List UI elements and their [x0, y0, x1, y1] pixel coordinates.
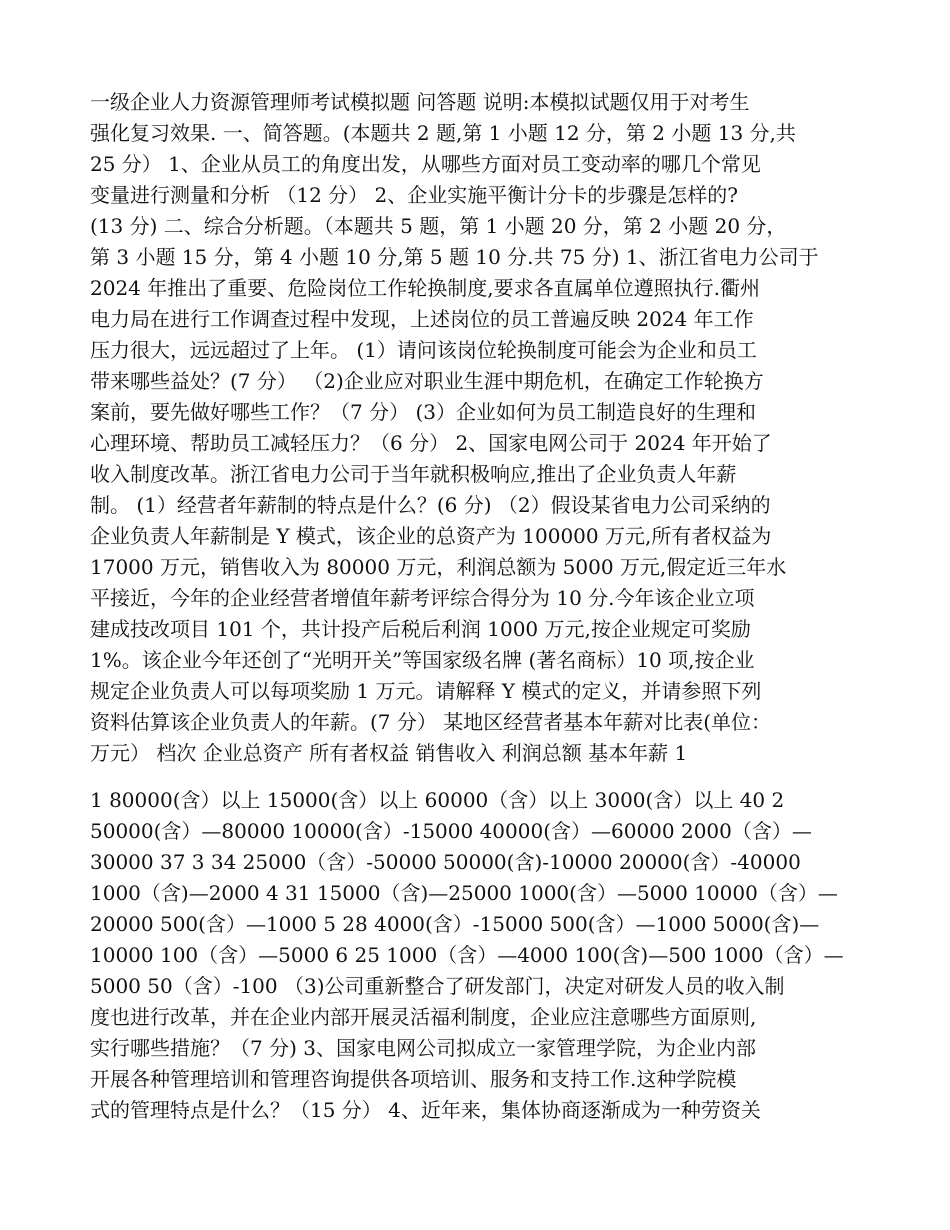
text-line: 10000 100（含）—5000 6 25 1000（含）—4000 100(含)—500 1000（含）—: [90, 943, 844, 967]
text-line: 式的管理特点是什么？（15 分） 4、近年来，集体协商逐渐成为一种劳资关: [90, 1098, 761, 1122]
text-line: 收入制度改革。浙江省电力公司于当年就积极响应,推出了企业负责人年薪: [90, 462, 737, 486]
text-line: 案前，要先做好哪些工作？（7 分） (3）企业如何为员工制造良好的生理和: [90, 400, 756, 424]
text-line: 企业负责人年薪制是 Y 模式，该企业的总资产为 100000 万元,所有者权益为: [90, 524, 772, 548]
text-line: 20000 500(含）—1000 5 28 4000(含）-15000 500(含）—1000 5000(含)—: [90, 912, 820, 936]
text-line: 建成技改项目 101 个，共计投产后税后利润 1000 万元,按企业规定可奖励: [90, 617, 751, 641]
text-line: 强化复习效果. 一、简答题。(本题共 2 题,第 1 小题 12 分，第 2 小题 13 分,共: [90, 121, 796, 145]
text-line: 实行哪些措施？（7 分) 3、国家电网公司拟成立一家管理学院，为企业内部: [90, 1036, 756, 1060]
text-line: 25 分） 1、企业从员工的角度出发，从哪些方面对员工变动率的哪几个常见: [90, 152, 761, 176]
text-line: 1 80000(含）以上 15000(含）以上 60000（含）以上 3000(含）以上 40 2: [90, 788, 785, 812]
text-line: 电力局在进行工作调查过程中发现，上述岗位的员工普遍反映 2024 年工作: [90, 307, 754, 331]
text-line: 一级企业人力资源管理师考试模拟题 问答题 说明:本模拟试题仅用于对考生: [90, 90, 750, 114]
text-line: 1000（含)—2000 4 31 15000（含)—25000 1000(含）—5000 10000（含）—: [90, 881, 838, 905]
text-line: 17000 万元，销售收入为 80000 万元，利润总额为 5000 万元,假定近三年水: [90, 555, 787, 579]
text-line: 心理环境、帮助员工减轻压力？（6 分） 2、国家电网公司于 2024 年开始了: [90, 431, 772, 455]
text-line: 压力很大，远远超过了上年。 (1）请问该岗位轮换制度可能会为企业和员工: [90, 338, 757, 362]
text-line: 50000(含）—80000 10000(含）-15000 40000(含）—60000 2000（含）—: [90, 819, 812, 843]
text-line: 制。 (1）经营者年薪制的特点是什么？(6 分) （2）假设某省电力公司采纳的: [90, 493, 771, 517]
text-line: 万元） 档次 企业总资产 所有者权益 销售收入 利润总额 基本年薪 1: [90, 741, 688, 765]
text-line: 规定企业负责人可以每项奖励 1 万元。请解释 Y 模式的定义，并请参照下列: [90, 679, 762, 703]
text-line: (13 分) 二、综合分析题。（本题共 5 题，第 1 小题 20 分，第 2 小题 20 分，: [90, 214, 787, 238]
text-line: 度也进行改革，并在企业内部开展灵活福利制度，企业应注意哪些方面原则,: [90, 1005, 757, 1029]
text-line: 1%。该企业今年还创了“光明开关”等国家级名牌 (著名商标）10 项,按企业: [90, 648, 755, 672]
text-line: 2024 年推出了重要、危险岗位工作轮换制度,要求各直属单位遵照执行.衢州: [90, 276, 760, 300]
text-line: 第 3 小题 15 分，第 4 小题 10 分,第 5 题 10 分.共 75 分) 1、浙江省电力公司于: [90, 245, 819, 269]
text-line: 变量进行测量和分析 （12 分） 2、企业实施平衡计分卡的步骤是怎样的?: [90, 183, 738, 207]
text-line: 5000 50（含）-100 （3)公司重新整合了研发部门，决定对研发人员的收入制: [90, 974, 785, 998]
text-line: 带来哪些益处？(7 分） （2)企业应对职业生涯中期危机，在确定工作轮换方: [90, 369, 764, 393]
text-line: 平接近，今年的企业经营者增值年薪考评综合得分为 10 分.今年该企业立项: [90, 586, 755, 610]
text-line: 开展各种管理培训和管理咨询提供各项培训、服务和支持工作.这种学院模: [90, 1067, 737, 1091]
text-line: 资料估算该企业负责人的年薪。(7 分） 某地区经营者基本年薪对比表(单位：: [90, 710, 772, 734]
text-line: 30000 37 3 34 25000（含）-50000 50000(含)-10000 20000(含）-40000: [90, 850, 801, 874]
